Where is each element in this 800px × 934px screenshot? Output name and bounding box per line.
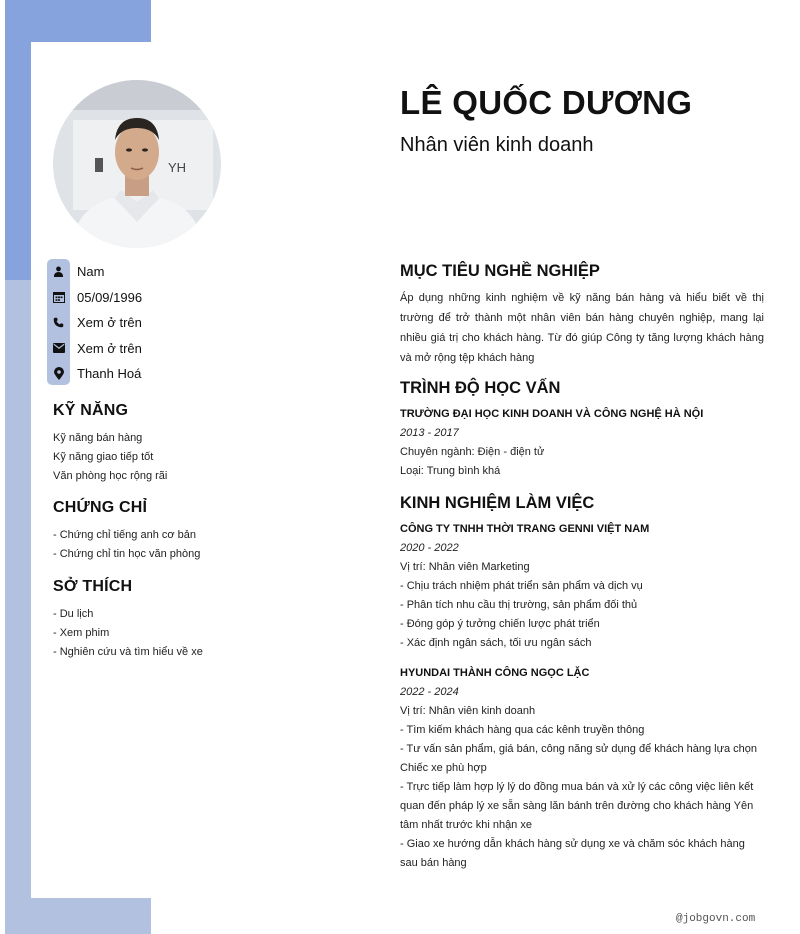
email-text: Xem ở trên [77, 340, 142, 356]
education-grade: Loại: Trung bình khá [400, 465, 501, 477]
education-major: Chuyên ngành: Điện - điện tử [400, 446, 545, 458]
experience-section [400, 494, 764, 873]
contact-birthdate [47, 285, 267, 311]
job-line: - Chịu trách nhiệm phát triển sản phẩm và dịch vụ [400, 580, 643, 592]
site-watermark: @jobgovn.com [676, 913, 756, 925]
contact-list [47, 259, 267, 387]
job-line: - Đóng góp ý tưởng chiến lược phát triển [400, 618, 600, 630]
job-line: - Phân tích nhu cầu thị trường, sản phẩm đối thủ [400, 599, 638, 611]
location-text: Thanh Hoá [77, 366, 142, 382]
hobbies-title: SỞ THÍCH [53, 578, 133, 595]
person-icon [47, 261, 70, 283]
certificates-section [53, 499, 273, 564]
hobby-item: - Xem phim [53, 627, 110, 639]
education-section [400, 379, 764, 481]
company-name: HYUNDAI THÀNH CÔNG NGỌC LẶC [400, 667, 590, 679]
birthdate-text: 05/09/1996 [77, 289, 143, 305]
phone-icon [47, 312, 70, 334]
certificates-title: CHỨNG CHỈ [53, 499, 148, 516]
phone-text: Xem ở trên [77, 315, 142, 331]
job-years: 2022 - 2024 [400, 686, 459, 698]
gender-text: Nam [77, 264, 105, 280]
skill-item: Kỹ năng bán hàng [53, 432, 143, 444]
calendar-icon [47, 286, 70, 308]
education-years: 2013 - 2017 [400, 427, 459, 439]
job-line: Vị trí: Nhân viên kinh doanh [400, 705, 536, 717]
skills-section [53, 402, 273, 486]
job-entry [400, 520, 764, 653]
job-entry [400, 664, 764, 873]
school-name: TRƯỜNG ĐẠI HỌC KINH DOANH VÀ CÔNG NGHỆ HÀ NỘI [400, 408, 704, 420]
location-pin-icon [47, 363, 70, 385]
certificate-item: - Chứng chỉ tin học văn phòng [53, 548, 201, 560]
objective-section [400, 262, 764, 368]
job-line: - Xác định ngân sách, tối ưu ngân sách [400, 637, 592, 649]
skills-title: KỸ NĂNG [53, 402, 129, 419]
mail-icon [47, 337, 70, 359]
objective-text: Áp dụng những kinh nghiệm về kỹ năng bán hàng và hiểu biết về thị trường để trở thành một nhân viên bán hàng chuyên nghiệp, mang lại nhiều giá trị cho khách hàng. Từ đó giúp Công ty tăng lượng khách hàng và mở rộng tệp khách hàng [400, 292, 764, 364]
candidate-name: LÊ QUỐC DƯƠNG [400, 84, 693, 121]
job-line: - Tư vấn sản phẩm, giá bán, công năng sử dụng để khách hàng lựa chọn Chiếc xe phù hợp [400, 743, 758, 774]
hobby-item: - Du lịch [53, 608, 94, 620]
job-years: 2020 - 2022 [400, 542, 459, 554]
contact-gender [47, 259, 267, 285]
candidate-role: Nhân viên kinh doanh [400, 134, 594, 156]
job-line: - Trực tiếp làm hợp lý lý do đồng mua bán và xử lý các công việc liên kết quan đến pháp lý xe sẵn sàng lăn bánh trên đường cho khách hàng Yên tâm nhất trước khi nhận xe [400, 781, 754, 831]
contact-phone [47, 310, 267, 336]
svg-text:YH: YH [168, 160, 187, 175]
job-line: Vị trí: Nhân viên Marketing [400, 561, 530, 573]
certificate-item: - Chứng chỉ tiếng anh cơ bản [53, 529, 196, 541]
job-line: - Giao xe hướng dẫn khách hàng sử dụng xe và chăm sóc khách hàng sau bán hàng [400, 838, 745, 869]
education-title: TRÌNH ĐỘ HỌC VẤN [400, 379, 561, 397]
skill-item: Văn phòng học rộng rãi [53, 470, 168, 482]
skill-item: Kỹ năng giao tiếp tốt [53, 451, 154, 463]
avatar [53, 80, 221, 248]
hobby-item: - Nghiên cứu và tìm hiểu về xe [53, 646, 203, 658]
contact-email [47, 336, 267, 362]
job-line: - Tìm kiếm khách hàng qua các kênh truyền thông [400, 724, 645, 736]
contact-location [47, 361, 267, 387]
experience-title: KINH NGHIỆM LÀM VIỆC [400, 494, 595, 512]
hobbies-section [53, 578, 273, 662]
company-name: CÔNG TY TNHH THỜI TRANG GENNI VIỆT NAM [400, 523, 650, 535]
objective-title: MỤC TIÊU NGHỀ NGHIỆP [400, 262, 600, 280]
